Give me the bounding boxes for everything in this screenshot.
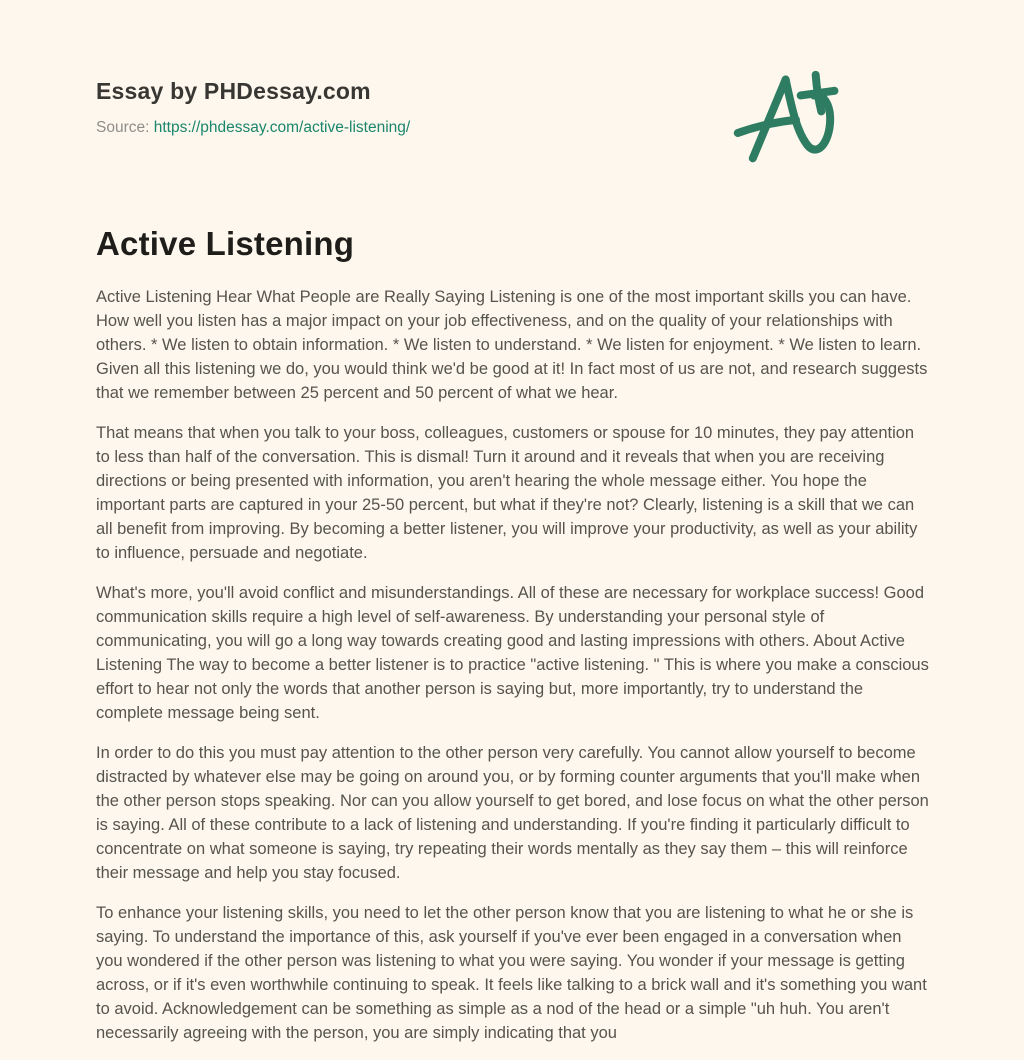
essay-paragraph: That means that when you talk to your boss, colleagues, customers or spouse for 10 minutes, they pay attention to less than half of the conversation. This is dismal! Turn it around and it reveals that when you are receiving directions or being presented with information, you aren't hearing the whole message either. You hope the important parts are captured in your 25-50 percent, but what if they're not? Clearly, listening is a skill that we can all benefit from improving. By becoming a better listener, you will improve your productivity, as well as your ability to influence, persuade and negotiate. (96, 424, 918, 562)
essay-paragraph: To enhance your listening skills, you need to let the other person know that you are listening to what he or she is saying. To understand the importance of this, ask yourself if you've ever been engaged in a conversation when you wondered if the other person was listening to what you were saying. You wonder if your message is getting across, or if it's even worthwhile continuing to speak. It feels like talking to a brick wall and it's something you want to avoid. Acknowledgement can be something as simple as a nod of the head or a simple "uh huh. You aren't necessarily agreeing with the person, you are simply indicating that you (96, 904, 927, 1042)
phdessay-logo (719, 66, 841, 170)
essay-body (96, 285, 929, 1045)
essay-paragraph: In order to do this you must pay attention to the other person very carefully. You cannot allow yourself to become distracted by whatever else may be going on around you, or by forming counter arguments that you'll make when the other person stops speaking. Nor can you allow yourself to get bored, and lose focus on what the other person is saying. All of these contribute to a lack of listening and understanding. If you're finding it particularly difficult to concentrate on what someone is saying, try repeating their words mentally as they say them – this will reinforce their message and help you stay focused. (96, 744, 929, 882)
document-header (96, 0, 929, 137)
essay-paragraph: Active Listening Hear What People are Really Saying Listening is one of the most important skills you can have. How well you listen has a major impact on your job effectiveness, and on the quality of your relationships with others. * We listen to obtain information. * We listen to understand. * We listen for enjoyment. * We listen to learn. Given all this listening we do, you would think we'd be good at it! In fact most of us are not, and research suggests that we remember between 25 percent and 50 percent of what we hear. (96, 288, 928, 402)
essay-content (96, 225, 929, 1045)
essay-title: Active Listening (96, 225, 355, 262)
a-plus-logo-icon (719, 66, 841, 170)
essay-by-heading: Essay by PHDessay.com (96, 78, 371, 104)
source-label: Source: (96, 119, 150, 136)
source-link[interactable]: https://phdessay.com/active-listening/ (153, 119, 411, 136)
essay-paragraph: What's more, you'll avoid conflict and misunderstandings. All of these are necessary for workplace success! Good communication skills require a high level of self-awareness. By understanding your personal style of communicating, you will go a long way towards creating good and lasting impressions with others. About Active Listening The way to become a better listener is to practice "active listening. " This is where you make a conscious effort to hear not only the words that another person is saying but, more importantly, try to understand the complete message being sent. (96, 584, 929, 722)
